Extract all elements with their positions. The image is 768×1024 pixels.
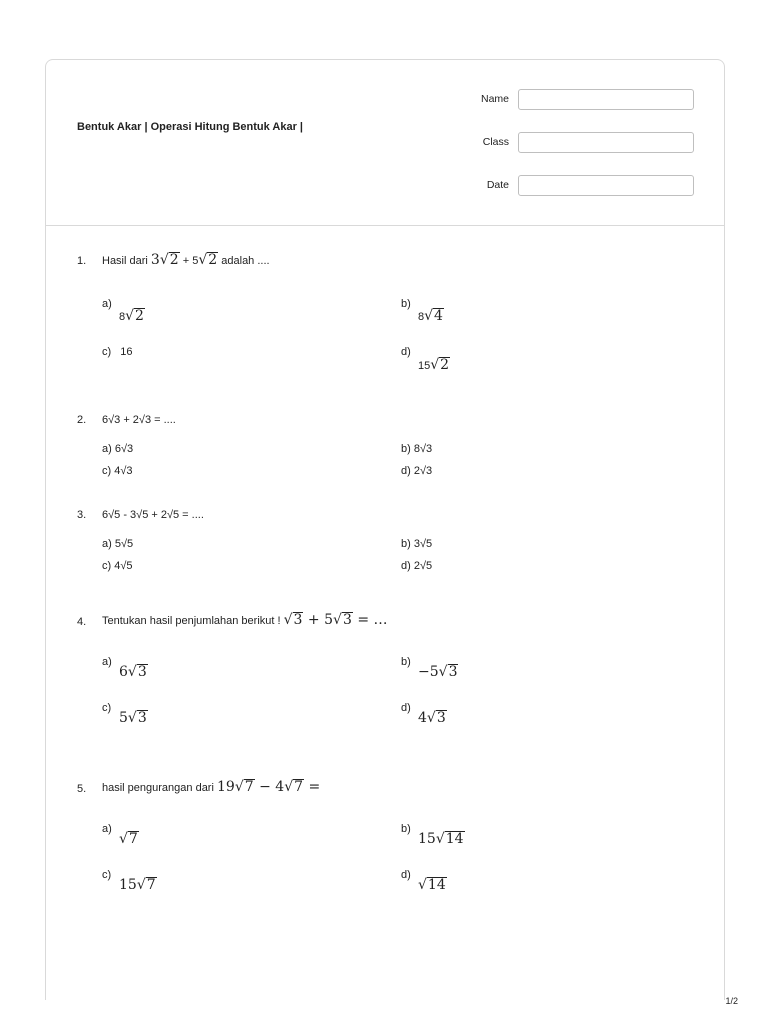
option-5d[interactable]: d) √14 [401,869,446,893]
question-number: 4. [77,616,87,628]
question-text: Hasil dari 3√2 + 5√2 adalah .... [102,252,270,268]
question-number: 1. [77,255,87,267]
option-1a[interactable]: a) 8√2 [102,298,144,324]
option-2a[interactable]: a) 6√3 [102,443,134,455]
option-5a[interactable]: a) √7 [102,823,138,847]
worksheet-title: Bentuk Akar | Operasi Hitung Bentuk Akar | [77,121,303,133]
option-5b[interactable]: b) 15√14 [401,823,464,847]
question-text: hasil pengurangan dari 19√7 − 4√7 = [102,779,321,795]
worksheet-header [46,60,724,226]
option-4b[interactable]: b) −5√3 [401,656,458,680]
option-5c[interactable]: c) 15√7 [102,869,156,893]
option-3a[interactable]: a) 5√5 [102,538,134,550]
question-number: 5. [77,783,87,795]
class-label: Class [482,136,509,148]
worksheet-card [45,59,725,1000]
option-1c[interactable]: c) 16 [102,346,133,358]
question-text: 6√3 + 2√3 = .... [102,414,176,426]
option-4c[interactable]: c) 5√3 [102,702,147,726]
option-2d[interactable]: d) 2√3 [401,465,433,477]
page-number: 1/2 [725,996,738,1006]
class-field[interactable] [518,132,694,153]
option-4d[interactable]: d) 4√3 [401,702,446,726]
date-field[interactable] [518,175,694,196]
option-1d[interactable]: d) 15√2 [401,346,450,373]
name-label: Name [480,93,509,105]
option-3d[interactable]: d) 2√5 [401,560,433,572]
option-3b[interactable]: b) 3√5 [401,538,433,550]
question-text: Tentukan hasil penjumlahan berikut ! √3 + 5√3 = … [102,612,388,628]
question-number: 2. [77,414,87,426]
option-2b[interactable]: b) 8√3 [401,443,433,455]
date-label: Date [486,179,509,191]
option-3c[interactable]: c) 4√5 [102,560,133,572]
question-text: 6√5 - 3√5 + 2√5 = .... [102,509,204,521]
option-1b[interactable]: b) 8√4 [401,298,443,324]
option-4a[interactable]: a) 6√3 [102,656,147,680]
name-field[interactable] [518,89,694,110]
option-2c[interactable]: c) 4√3 [102,465,133,477]
question-number: 3. [77,509,87,521]
